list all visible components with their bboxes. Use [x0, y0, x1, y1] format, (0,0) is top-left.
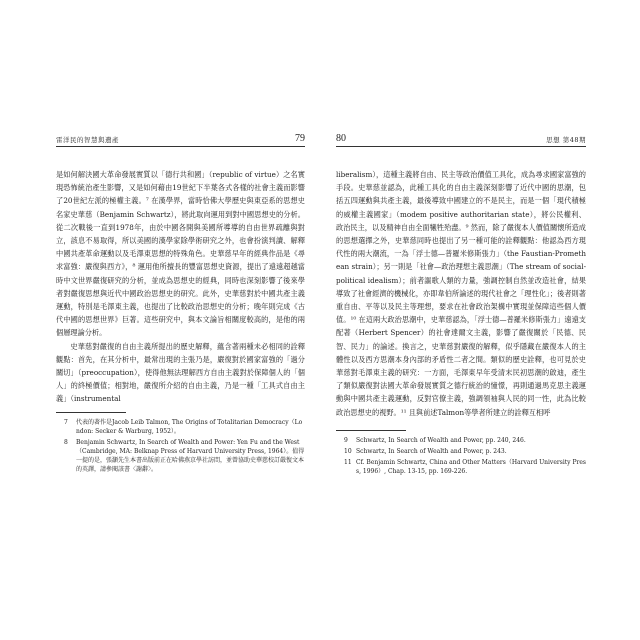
footnote-text: 代表的著作是Jacob Leib Talmon, The Origins of Totalitarian Democracy（London: Secker & Warburg, 1952）。	[76, 418, 303, 435]
body-text	[336, 168, 586, 419]
right-page-header	[336, 132, 586, 147]
footnote-number: 9	[344, 436, 348, 444]
footnote-text: Schwartz, In Search of Wealth and Power, pp. 240, 246.	[356, 436, 526, 444]
paragraph: 史華慈對嚴復的自由主義所提出的歷史解釋，蘊含著兩種未必相同的詮釋觀點：首先，在其分析中，最常出現的主張乃是，嚴復對於國家富強的「過分關切」（preoccupation），使得他無法理解西方自由主義對於保障個人的「個人」的終極價值；相對地，嚴復所介紹的自由主義，乃是一種「工具式自由主義」（instrumental	[56, 341, 305, 404]
footnote-number: 11	[344, 458, 352, 466]
body-text	[56, 168, 305, 406]
running-head: 思想 第48期	[546, 136, 586, 144]
footnote-text: Benjamin Schwartz, In Search of Wealth and Power: Yen Fu and the West（Cambridge, MA: Belknap Press of Harvard University Press, 1964）。值得一提的是，張灝先生本書出版前正在哈佛燕京學社訪問，並曾協助史華慈校訂嚴復文本的英譯，請參閱該書〈謝辭〉。	[76, 438, 305, 473]
footnote-divider	[336, 430, 406, 431]
left-page	[56, 132, 305, 512]
right-page	[336, 132, 586, 512]
footnote	[336, 447, 586, 456]
paragraph: liberalism），這種主義將自由、民主等政治價值工具化，成為尋求國家富強的手段。史華慈並認為，此種工具化的自由主義深刻影響了近代中國的思潮，包括五四運動與共產主義，最後導致中國建立的不是民主，而是一個「現代積極的威權主義國家」（modem positive authoritarian state），將公民權利、政治民主，以及精神自由全面犧牲殆盡。⁹ 然而，除了嚴復本人價值關懷所造成的思想選擇之外，史華慈同時也提出了另一種可能的詮釋觀點：他認為西方現代性的兩大潮流，一為「浮士德—普羅米修斯張力」（the Faustian-Promethean strain）；另一則是「社會—政治理想主義思潮」（The stream of social-political idealism）；前者謳歌人類的力量，強調控制自然並改造社會，結果導致了社會經濟的機械化，亦即韋伯所論述的現代社會之「理性化」；後者則著重自由、平等以及民主等理想，要求在社會政治架構中實現並保障這些個人價值。¹⁰ 在這兩大政治思潮中，史華慈認為，「浮士德—普羅米修斯張力」遠遠支配著（Herbert Spencer）的社會達爾文主義，影響了嚴復關於「民德、民智、民力」的論述。換言之，史華慈對嚴復的解釋，似乎隱藏在嚴復本人的主體性以及西方思潮本身內部的矛盾性二者之間。類似的歷史詮釋，也可見於史華慈對毛澤東主義的研究：一方面，毛澤東早年受清末民初思潮的啟迪，產生了類似嚴復對法國大革命發展實質之德行統治的憧憬，再則通過馬克思主義運動與中國共產主義運動，反對官僚主義，強調領袖與人民的同一性，此為比較政治思想史的視野。¹¹ 且與前述Talmon等學者所建立的詮釋互相呼	[336, 170, 586, 417]
left-page-header	[56, 132, 305, 147]
paragraph: 是如何解決國大革命發展實質以「德行共和國」（republic of virtue）之名實現恐怖統治產生影響，又是如何藉由19世紀下半葉各式各樣的社會主義而影響了20世紀左派的極權主義。⁷ 在漢學界，當時恰佛大學歷史與東亞系的思想史名家史華慈（Benjamin Schwartz），將此取向運用到對中國思想史的分析。從二次戰後一直到1978年，由於中國各開與美國所導導的自由世界疏離與對立，該息不易取得，所以美國的漢學家除學術研究之外，也會扮演判讀、解釋中國共產革命運動以及毛澤東思想的特殊角色。史華慈早年的經典作品是《尋求富強：嚴復與西方》，⁸ 運用他所擅長的豐富思想史資源，提出了遠遠超越當時中文世界嚴復研究的分析，並成為思想史的經典，同時也深刻影響了後來學者對嚴復思想與近代中國政治思想史的研究。此外，史華慈對於中國共產主義運動，特別是毛澤東主義，也提出了比較政治思想史的分析；晚年則完成《古代中國的思想世界》巨著。這些研究中，與本文論旨相關度較高的，是他的兩個層理論分析。	[56, 170, 305, 338]
footnote-number: 10	[344, 447, 352, 455]
footnote-text: Cf. Benjamin Schwartz, China and Other Matters（Harvard University Press, 1996）, Chap. 13-15, pp. 169-226.	[356, 458, 586, 475]
footnote	[56, 438, 305, 474]
footnote	[336, 458, 586, 476]
footnote-text: Schwartz, In Search of Wealth and Power, p. 243.	[356, 447, 507, 455]
footnote-number: 8	[64, 438, 68, 446]
footnote	[336, 436, 586, 445]
running-head: 雷洋民的智慧與遺產	[56, 136, 119, 144]
footnote	[56, 418, 305, 436]
footnote-number: 7	[64, 418, 68, 426]
page-number: 80	[336, 133, 346, 144]
page-number: 79	[295, 133, 305, 144]
footnote-divider	[56, 412, 126, 413]
